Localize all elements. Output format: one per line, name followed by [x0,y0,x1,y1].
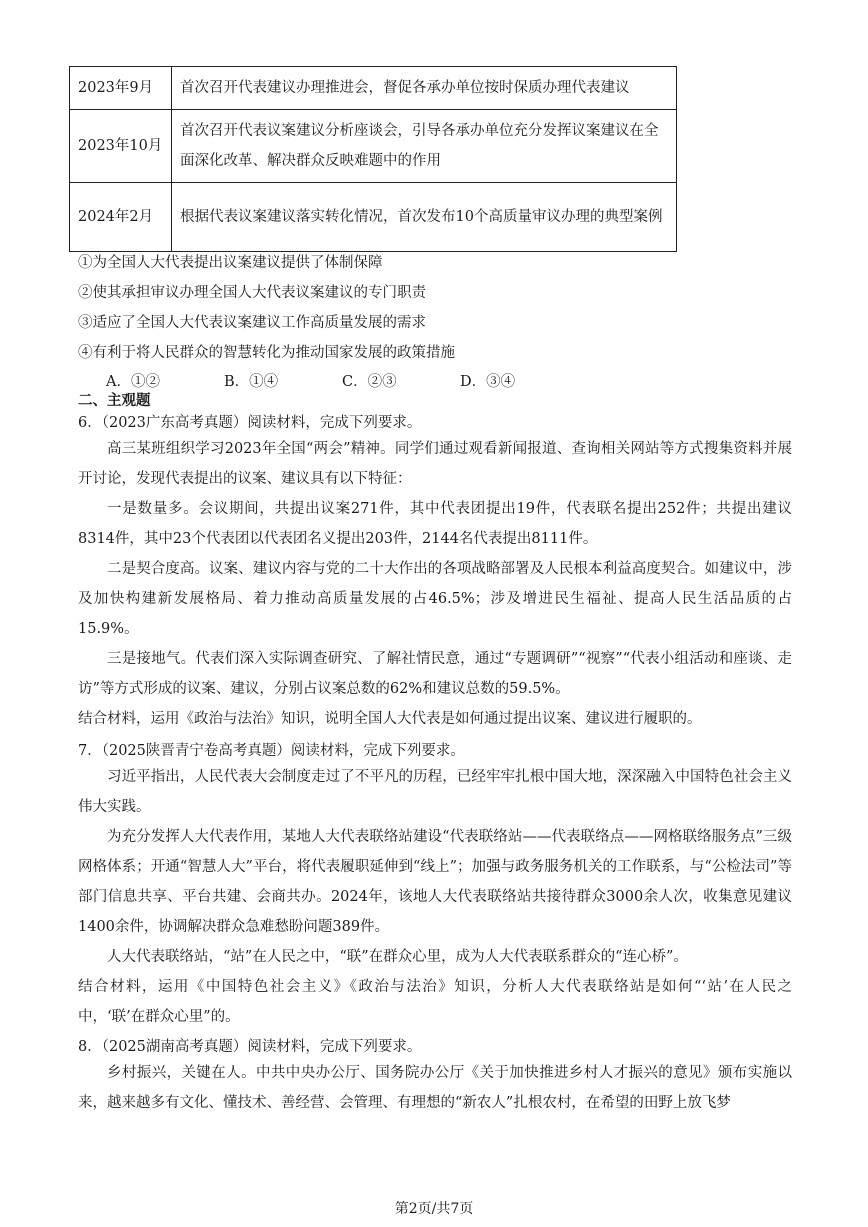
event-table [69,66,677,252]
statement-4: ④有利于将人民群众的智慧转化为推动国家发展的政策措施 [78,345,455,361]
question-6-paragraph-4: 三是接地气。代表们深入实际调查研究、了解社情民意，通过“专题调研”“视察”“代表小组活动和座谈、走访”等方式形成的议案、建议，分别占议案总数的62%和建议总数的59.5%。 [78,651,792,697]
choice-d: D．③④ [460,374,516,390]
table-cell-date: 2023年9月 [70,67,172,110]
page-footer: 第2页/共7页 [394,1201,474,1217]
question-7-paragraph-2: 为充分发挥人大代表作用，某地人大代表联络站建设“代表联络站——代表联络点——网格联络服务点”三级网格体系；开通“智慧人大”平台，将代表履职延伸到“线上”；加强与政务服务机关的工作联系，与“公检法司”等部门信息共享、平台共建、会商共办。2024年，该地人大代表联络站共接待群众3000余人次，收集意见建议1400余件，协调解决群众急难愁盼问题389件。 [78,829,792,935]
table-cell-date: 2023年10月 [70,110,172,183]
statement-2: ②使其承担审议办理全国人大代表议案建议的专门职责 [78,285,426,301]
choice-a: A．①② [106,374,160,390]
table-row [70,110,677,183]
question-7-paragraph-1: 习近平指出，人民代表大会制度走过了不平凡的历程，已经牢牢扎根中国大地，深深融入中国特色社会主义伟大实践。 [78,769,792,815]
question-6-paragraph-3: 二是契合度高。议案、建议内容与党的二十大作出的各项战略部署及人民根本利益高度契合。如建议中，涉及加快构建新发展格局、着力推动高质量发展的占46.5%；涉及增进民生福祉、提高人民生活品质的占15.9%。 [78,561,792,637]
table-cell-date: 2024年2月 [70,183,172,252]
answer-choices [106,371,578,393]
choice-c: C．②③ [342,374,397,390]
table-cell-text: 根据代表议案建议落实转化情况，首次发布10个高质量审议办理的典型案例 [172,183,677,252]
table-cell-text: 首次召开代表建议办理推进会，督促各承办单位按时保质办理代表建议 [172,67,677,110]
question-6-task: 结合材料，运用《政治与法治》知识，说明全国人大代表是如何通过提出议案、建议进行履职的。 [78,711,702,727]
question-8-paragraph-1: 乡村振兴，关键在人。中共中央办公厅、国务院办公厅《关于加快推进乡村人才振兴的意见》颁布实施以来，越来越多有文化、懂技术、善经营、会管理、有理想的“新农人”扎根农村，在希望的田野上放飞梦 [78,1065,792,1111]
table-cell-text: 首次召开代表议案建议分析座谈会，引导各承办单位充分发挥议案建议在全面深化改革、解决群众反映难题中的作用 [172,110,677,183]
table-row [70,183,677,252]
question-6-paragraph-2: 一是数量多。会议期间，共提出议案271件，其中代表团提出19件，代表联名提出252件；共提出建议8314件，其中23个代表团以代表团名义提出203件，2144名代表提出8111件。 [78,501,792,547]
question-6-paragraph-1: 高三某班组织学习2023年全国“两会”精神。同学们通过观看新闻报道、查询相关网站等方式搜集资料并展开讨论，发现代表提出的议案、建议具有以下特征： [78,441,792,487]
question-6-header: 6．（2023广东高考真题）阅读材料，完成下列要求。 [78,415,422,431]
question-7-task: 结合材料，运用《中国特色社会主义》《政治与法治》知识，分析人大代表联络站是如何“‘站’在人民之中，‘联’在群众心里”的。 [78,979,792,1025]
question-7-paragraph-3: 人大代表联络站，“站”在人民之中，“联”在群众心里，成为人大代表联系群众的“连心桥”。 [107,949,688,965]
section-title: 二、主观题 [78,392,151,409]
table-row [70,67,677,110]
question-7-header: 7．（2025陕晋青宁卷高考真题）阅读材料，完成下列要求。 [78,743,465,759]
question-8-header: 8．（2025湖南高考真题）阅读材料，完成下列要求。 [78,1039,422,1055]
choice-b: B．①④ [224,374,279,390]
statement-3: ③适应了全国人大代表议案建议工作高质量发展的需求 [78,315,426,331]
statement-1: ①为全国人大代表提出议案建议提供了体制保障 [78,255,383,271]
